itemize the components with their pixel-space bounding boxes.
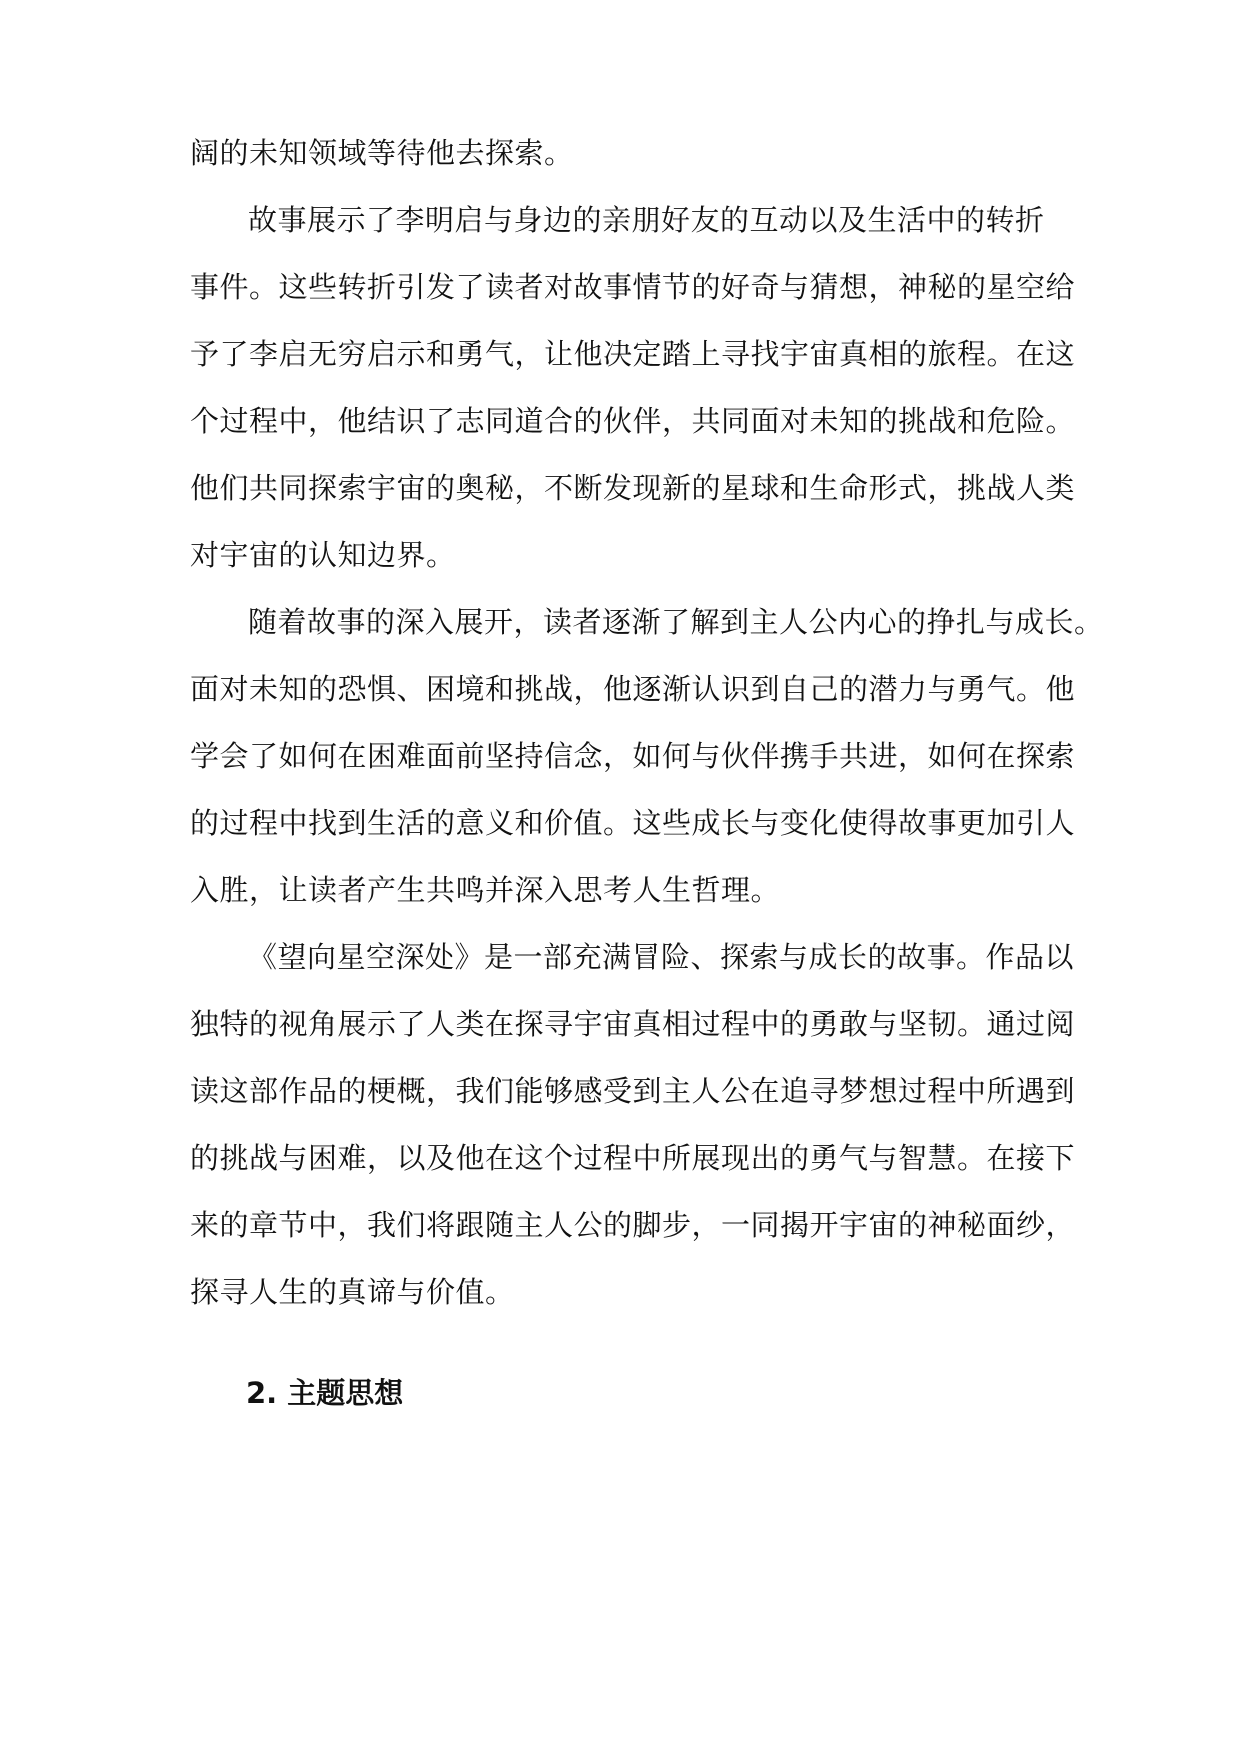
- text-line: 对宇宙的认知边界。: [190, 538, 456, 572]
- text-line: 面对未知的恐惧、困境和挑战，他逐渐认识到自己的潜力与勇气。他: [190, 672, 1076, 706]
- text-line: 他们共同探索宇宙的奥秘，不断发现新的星球和生命形式，挑战人类: [190, 471, 1076, 505]
- text-line: 入胜，让读者产生共鸣并深入思考人生哲理。: [190, 873, 781, 907]
- text-line: 的挑战与困难，以及他在这个过程中所展现出的勇气与智慧。在接下: [190, 1141, 1076, 1175]
- text-line: 的过程中找到生活的意义和价值。这些成长与变化使得故事更加引人: [190, 806, 1076, 840]
- text-line: 读这部作品的梗概，我们能够感受到主人公在追寻梦想过程中所遇到: [190, 1074, 1076, 1108]
- text-line: 个过程中，他结识了志同道合的伙伴，共同面对未知的挑战和危险。: [190, 404, 1076, 438]
- section-heading: 2. 主题思想: [246, 1376, 404, 1410]
- text-line: 学会了如何在困难面前坚持信念，如何与伙伴携手共进，如何在探索: [190, 739, 1076, 773]
- paragraph-first-line: 故事展示了李明启与身边的亲朋好友的互动以及生活中的转折: [248, 203, 1045, 237]
- text-line: 来的章节中，我们将跟随主人公的脚步，一同揭开宇宙的神秘面纱，: [190, 1208, 1076, 1242]
- paragraph-first-line: 随着故事的深入展开，读者逐渐了解到主人公内心的挣扎与成长。: [248, 605, 1104, 639]
- text-line: 事件。这些转折引发了读者对故事情节的好奇与猜想，神秘的星空给: [190, 270, 1076, 304]
- text-line: 独特的视角展示了人类在探寻宇宙真相过程中的勇敢与坚韧。通过阅: [190, 1007, 1076, 1041]
- text-line: 予了李启无穷启示和勇气，让他决定踏上寻找宇宙真相的旅程。在这: [190, 337, 1076, 371]
- text-line: 阔的未知领域等待他去探索。: [190, 136, 574, 170]
- paragraph-first-line: 《望向星空深处》是一部充满冒险、探索与成长的故事。作品以: [248, 940, 1075, 974]
- text-line: 探寻人生的真谛与价值。: [190, 1275, 515, 1309]
